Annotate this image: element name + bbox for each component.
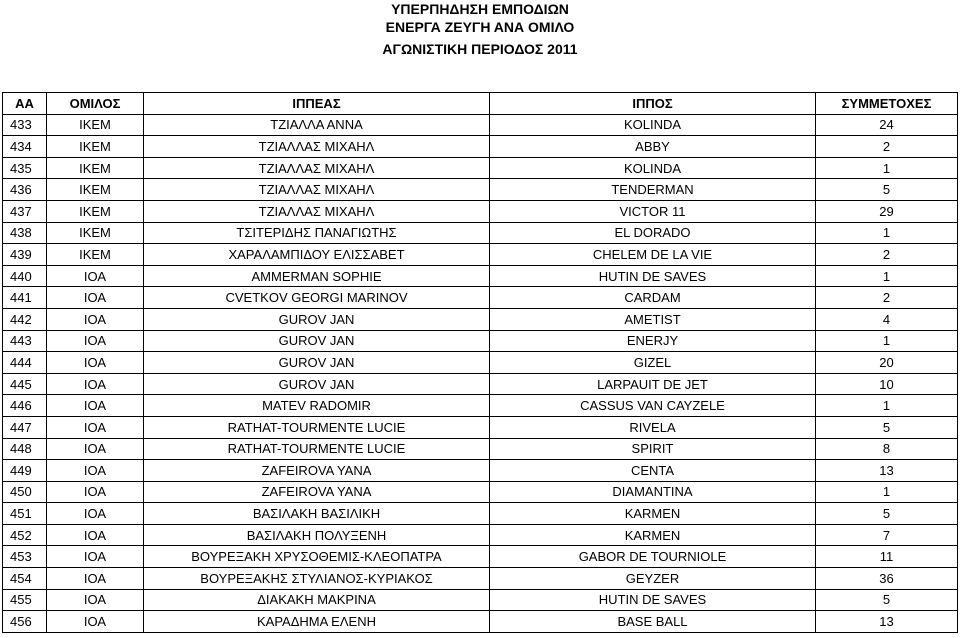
cell-club: ΙΚΕΜ (47, 136, 144, 158)
table-row (3, 546, 958, 568)
cell-entries: 1 (816, 265, 958, 287)
cell-horse: DIAMANTINA (490, 481, 816, 503)
cell-rider: ΔΙΑΚΑΚΗ ΜΑΚΡΙΝΑ (144, 589, 490, 611)
cell-aa: 450 (3, 481, 47, 503)
cell-horse: LARPAUIT DE JET (490, 373, 816, 395)
cell-horse: CENTA (490, 460, 816, 482)
cell-aa: 445 (3, 373, 47, 395)
cell-rider: ΤΣΙΤΕΡΙΔΗΣ ΠΑΝΑΓΙΩΤΗΣ (144, 222, 490, 244)
cell-aa: 436 (3, 179, 47, 201)
table-row (3, 136, 958, 158)
header-horse: ΙΠΠΟΣ (490, 93, 816, 115)
cell-aa: 447 (3, 416, 47, 438)
table-row (3, 611, 958, 633)
cell-entries: 1 (816, 395, 958, 417)
cell-rider: RATHAT-TOURMENTE LUCIE (144, 438, 490, 460)
cell-entries: 10 (816, 373, 958, 395)
cell-aa: 448 (3, 438, 47, 460)
cell-club: ΙΚΕΜ (47, 222, 144, 244)
cell-horse: VICTOR 11 (490, 200, 816, 222)
cell-club: ΙΟΑ (47, 330, 144, 352)
cell-club: ΙΚΕΜ (47, 200, 144, 222)
cell-entries: 1 (816, 157, 958, 179)
cell-club: ΙΟΑ (47, 546, 144, 568)
header-club: ΟΜΙΛΟΣ (47, 93, 144, 115)
cell-entries: 1 (816, 330, 958, 352)
cell-rider: ΤΖΙΑΛΛΑΣ ΜΙΧΑΗΛ (144, 136, 490, 158)
cell-rider: ΒΑΣΙΛΑΚΗ ΒΑΣΙΛΙΚΗ (144, 503, 490, 525)
table-row (3, 308, 958, 330)
cell-club: ΙΚΕΜ (47, 157, 144, 179)
cell-entries: 4 (816, 308, 958, 330)
header-aa: ΑΑ (3, 93, 47, 115)
table-row (3, 222, 958, 244)
cell-entries: 24 (816, 114, 958, 136)
cell-aa: 456 (3, 611, 47, 633)
cell-horse: GEYZER (490, 568, 816, 590)
cell-entries: 1 (816, 222, 958, 244)
cell-entries: 2 (816, 244, 958, 266)
document-titles (0, 0, 960, 58)
table-row (3, 568, 958, 590)
cell-rider: ΒΑΣΙΛΑΚΗ ΠΟΛΥΞΕΝΗ (144, 524, 490, 546)
cell-club: ΙΚΕΜ (47, 114, 144, 136)
cell-entries: 5 (816, 503, 958, 525)
cell-entries: 5 (816, 179, 958, 201)
cell-entries: 13 (816, 460, 958, 482)
cell-horse: KOLINDA (490, 114, 816, 136)
cell-club: ΙΟΑ (47, 373, 144, 395)
cell-club: ΙΟΑ (47, 416, 144, 438)
cell-club: ΙΟΑ (47, 395, 144, 417)
table-row (3, 157, 958, 179)
cell-rider: ΤΖΙΑΛΛΑΣ ΜΙΧΑΗΛ (144, 157, 490, 179)
cell-club: ΙΟΑ (47, 503, 144, 525)
cell-club: ΙΟΑ (47, 481, 144, 503)
cell-horse: GABOR DE TOURNIOLE (490, 546, 816, 568)
table-row (3, 416, 958, 438)
table-row (3, 373, 958, 395)
cell-rider: GUROV JAN (144, 330, 490, 352)
table-row (3, 589, 958, 611)
table-row (3, 503, 958, 525)
table-body (3, 114, 958, 632)
cell-horse: HUTIN DE SAVES (490, 265, 816, 287)
cell-entries: 29 (816, 200, 958, 222)
cell-aa: 453 (3, 546, 47, 568)
cell-club: ΙΟΑ (47, 589, 144, 611)
cell-horse: HUTIN DE SAVES (490, 589, 816, 611)
cell-horse: CARDAM (490, 287, 816, 309)
cell-rider: AMMERMAN SOPHIE (144, 265, 490, 287)
table-row (3, 438, 958, 460)
cell-rider: ΤΖΙΑΛΛΑΣ ΜΙΧΑΗΛ (144, 179, 490, 201)
cell-rider: RATHAT-TOURMENTE LUCIE (144, 416, 490, 438)
cell-club: ΙΚΕΜ (47, 244, 144, 266)
cell-horse: TENDERMAN (490, 179, 816, 201)
cell-aa: 442 (3, 308, 47, 330)
cell-horse: KOLINDA (490, 157, 816, 179)
cell-aa: 444 (3, 352, 47, 374)
cell-club: ΙΟΑ (47, 352, 144, 374)
title-line-3: ΑΓΩΝΙΣΤΙΚΗ ΠΕΡΙΟΔΟΣ 2011 (382, 41, 578, 57)
cell-aa: 443 (3, 330, 47, 352)
table-row (3, 460, 958, 482)
cell-entries: 2 (816, 136, 958, 158)
cell-aa: 439 (3, 244, 47, 266)
table-row (3, 287, 958, 309)
cell-entries: 1 (816, 481, 958, 503)
cell-entries: 7 (816, 524, 958, 546)
cell-aa: 440 (3, 265, 47, 287)
cell-horse: ENERJY (490, 330, 816, 352)
table-row (3, 179, 958, 201)
table-row (3, 395, 958, 417)
cell-club: ΙΚΕΜ (47, 179, 144, 201)
cell-horse: CHELEM DE LA VIE (490, 244, 816, 266)
cell-aa: 433 (3, 114, 47, 136)
cell-rider: GUROV JAN (144, 352, 490, 374)
cell-rider: ΧΑΡΑΛΑΜΠΙΔΟΥ ΕΛΙΣΣΑΒΕΤ (144, 244, 490, 266)
cell-horse: AMETIST (490, 308, 816, 330)
cell-horse: CASSUS VAN CAYZELE (490, 395, 816, 417)
cell-horse: RIVELA (490, 416, 816, 438)
cell-club: ΙΟΑ (47, 265, 144, 287)
cell-aa: 437 (3, 200, 47, 222)
cell-horse: GIZEL (490, 352, 816, 374)
cell-horse: BASE BALL (490, 611, 816, 633)
cell-entries: 36 (816, 568, 958, 590)
cell-rider: ZAFEIROVA YANA (144, 460, 490, 482)
cell-rider: MATEV RADOMIR (144, 395, 490, 417)
cell-rider: ΒΟΥΡΕΞΑΚΗΣ ΣΤΥΛΙΑΝΟΣ-ΚΥΡΙΑΚΟΣ (144, 568, 490, 590)
cell-club: ΙΟΑ (47, 438, 144, 460)
cell-aa: 451 (3, 503, 47, 525)
title-line-2: ΕΝΕΡΓΑ ΖΕΥΓΗ ΑΝΑ ΟΜΙΛΟ (385, 19, 575, 35)
cell-entries: 5 (816, 416, 958, 438)
cell-entries: 2 (816, 287, 958, 309)
cell-horse: ABBY (490, 136, 816, 158)
cell-rider: CVETKOV GEORGI MARINOV (144, 287, 490, 309)
cell-horse: SPIRIT (490, 438, 816, 460)
cell-entries: 8 (816, 438, 958, 460)
cell-aa: 455 (3, 589, 47, 611)
cell-rider: ΤΖΙΑΛΛΑ ΑΝΝΑ (144, 114, 490, 136)
cell-aa: 438 (3, 222, 47, 244)
table-row (3, 200, 958, 222)
cell-club: ΙΟΑ (47, 460, 144, 482)
cell-club: ΙΟΑ (47, 568, 144, 590)
cell-rider: GUROV JAN (144, 308, 490, 330)
table-header-row (3, 93, 958, 115)
cell-entries: 5 (816, 589, 958, 611)
cell-rider: ΒΟΥΡΕΞΑΚΗ ΧΡΥΣΟΘΕΜΙΣ-ΚΛΕΟΠΑΤΡΑ (144, 546, 490, 568)
cell-aa: 454 (3, 568, 47, 590)
cell-aa: 434 (3, 136, 47, 158)
cell-horse: EL DORADO (490, 222, 816, 244)
cell-aa: 449 (3, 460, 47, 482)
table-row (3, 352, 958, 374)
header-entries: ΣΥΜΜΕΤΟΧΕΣ (816, 93, 958, 115)
cell-entries: 13 (816, 611, 958, 633)
header-rider: ΙΠΠΕΑΣ (144, 93, 490, 115)
cell-club: ΙΟΑ (47, 611, 144, 633)
table-row (3, 114, 958, 136)
cell-club: ΙΟΑ (47, 287, 144, 309)
table-row (3, 244, 958, 266)
table-row (3, 524, 958, 546)
title-line-1: ΥΠΕΡΠΗΔΗΣΗ ΕΜΠΟΔΙΩΝ (391, 1, 569, 17)
cell-horse: KARMEN (490, 524, 816, 546)
cell-aa: 435 (3, 157, 47, 179)
cell-aa: 446 (3, 395, 47, 417)
cell-rider: ΚΑΡΑΔΗΜΑ ΕΛΕΝΗ (144, 611, 490, 633)
cell-rider: ΤΖΙΑΛΛΑΣ ΜΙΧΑΗΛ (144, 200, 490, 222)
cell-entries: 20 (816, 352, 958, 374)
cell-rider: ZAFEIROVA YANA (144, 481, 490, 503)
results-table (2, 92, 958, 633)
cell-aa: 452 (3, 524, 47, 546)
table-row (3, 330, 958, 352)
table-row (3, 265, 958, 287)
cell-rider: GUROV JAN (144, 373, 490, 395)
cell-horse: KARMEN (490, 503, 816, 525)
cell-club: ΙΟΑ (47, 308, 144, 330)
cell-entries: 11 (816, 546, 958, 568)
table-row (3, 481, 958, 503)
cell-aa: 441 (3, 287, 47, 309)
cell-club: ΙΟΑ (47, 524, 144, 546)
